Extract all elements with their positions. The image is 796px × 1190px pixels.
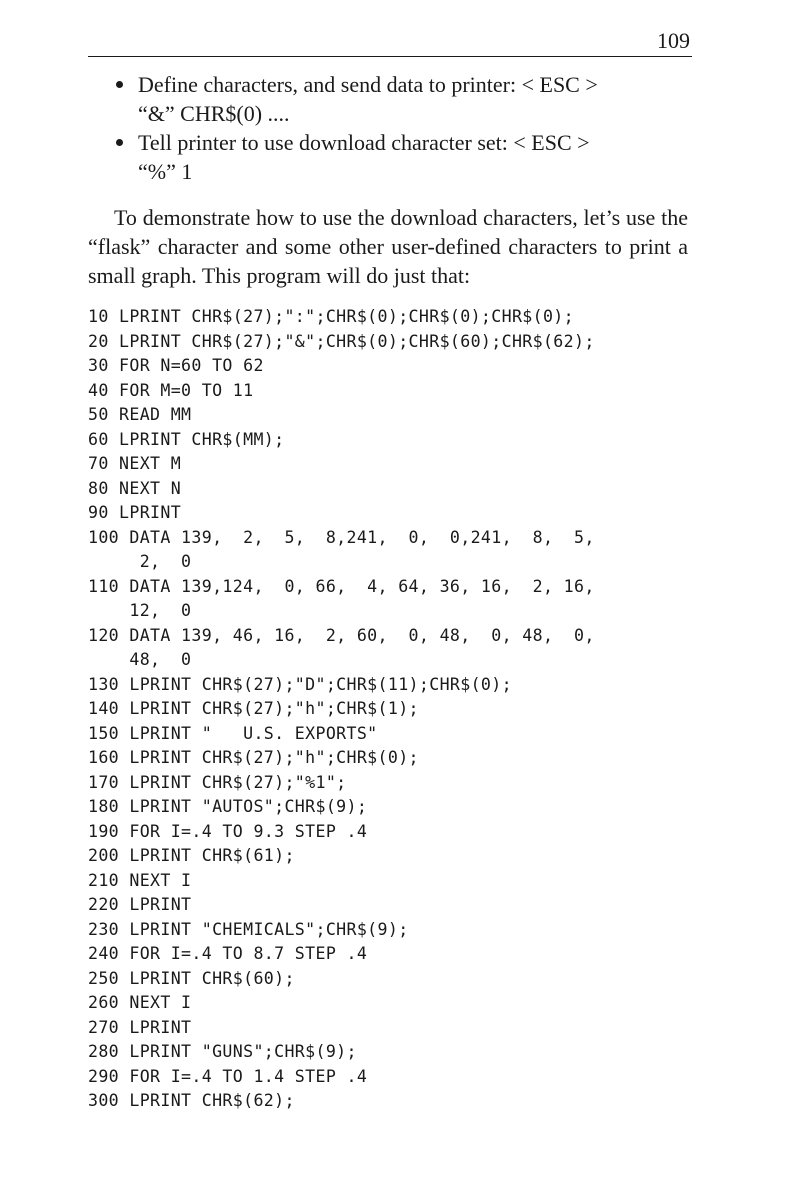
bullet-text-line: Tell printer to use download character set: < ESC > bbox=[138, 130, 590, 155]
code-line: 100 DATA 139, 2, 5, 8,241, 0, 0,241, 8, 5, bbox=[88, 527, 595, 547]
code-line: 50 READ MM bbox=[88, 405, 192, 424]
code-line: 190 FOR I=.4 TO 9.3 STEP .4 bbox=[88, 821, 368, 841]
bullet-item-define-characters bbox=[112, 70, 702, 128]
code-line: 180 LPRINT "AUTOS";CHR$(9); bbox=[88, 797, 368, 816]
code-line: 250 LPRINT CHR$(60); bbox=[88, 968, 295, 988]
code-line: 10 LPRINT CHR$(27);":";CHR$(0);CHR$(0);CHR$(0); bbox=[88, 307, 574, 326]
code-line: 280 LPRINT "GUNS";CHR$(9); bbox=[88, 1042, 357, 1061]
code-line: 30 FOR N=60 TO 62 bbox=[88, 356, 264, 375]
code-line: 240 FOR I=.4 TO 8.7 STEP .4 bbox=[88, 944, 368, 963]
bullet-icon bbox=[116, 81, 123, 88]
code-line: 110 DATA 139,124, 0, 66, 4, 64, 36, 16, 2, 16, bbox=[88, 576, 595, 596]
header-rule bbox=[88, 56, 692, 57]
code-line: 12, 0 bbox=[88, 601, 192, 620]
bullet-text-line: “&” CHR$(0) .... bbox=[138, 101, 290, 126]
code-line: 270 LPRINT bbox=[88, 1017, 192, 1037]
code-line: 170 LPRINT CHR$(27);"%1"; bbox=[88, 772, 347, 792]
code-line: 60 LPRINT CHR$(MM); bbox=[88, 429, 285, 449]
body-paragraph: To demonstrate how to use the download characters, let’s use the “flask” character and some other user-defined characters to print a small graph. This program will do just that: bbox=[88, 205, 688, 288]
basic-program-listing bbox=[88, 305, 728, 1114]
bullet-text-line: Define characters, and send data to printer: < ESC > bbox=[138, 72, 598, 97]
code-line: 90 LPRINT bbox=[88, 503, 182, 522]
code-line: 48, 0 bbox=[88, 650, 192, 669]
page-number: 109 bbox=[657, 28, 690, 53]
code-line: 260 NEXT I bbox=[88, 993, 192, 1012]
code-line: 290 FOR I=.4 TO 1.4 STEP .4 bbox=[88, 1066, 368, 1086]
code-line: 130 LPRINT CHR$(27);"D";CHR$(11);CHR$(0); bbox=[88, 674, 512, 694]
bullet-item-download-set bbox=[112, 128, 702, 186]
bullet-text-line: “%” 1 bbox=[138, 159, 193, 184]
code-line: 70 NEXT M bbox=[88, 454, 182, 473]
code-line: 220 LPRINT bbox=[88, 895, 192, 914]
code-line: 40 FOR M=0 TO 11 bbox=[88, 380, 254, 400]
code-line: 210 NEXT I bbox=[88, 870, 192, 890]
code-line: 140 LPRINT CHR$(27);"h";CHR$(1); bbox=[88, 699, 419, 718]
code-line: 20 LPRINT CHR$(27);"&";CHR$(0);CHR$(60);CHR$(62); bbox=[88, 331, 595, 351]
code-line: 160 LPRINT CHR$(27);"h";CHR$(0); bbox=[88, 748, 419, 767]
code-line: 2, 0 bbox=[88, 552, 192, 571]
bullet-list bbox=[112, 70, 702, 186]
code-line: 120 DATA 139, 46, 16, 2, 60, 0, 48, 0, 48, 0, bbox=[88, 625, 595, 645]
code-line: 200 LPRINT CHR$(61); bbox=[88, 846, 295, 865]
code-line: 300 LPRINT CHR$(62); bbox=[88, 1091, 295, 1110]
code-line: 230 LPRINT "CHEMICALS";CHR$(9); bbox=[88, 919, 409, 939]
code-line: 150 LPRINT " U.S. EXPORTS" bbox=[88, 723, 378, 743]
code-line: 80 NEXT N bbox=[88, 478, 182, 498]
bullet-icon bbox=[116, 139, 123, 146]
